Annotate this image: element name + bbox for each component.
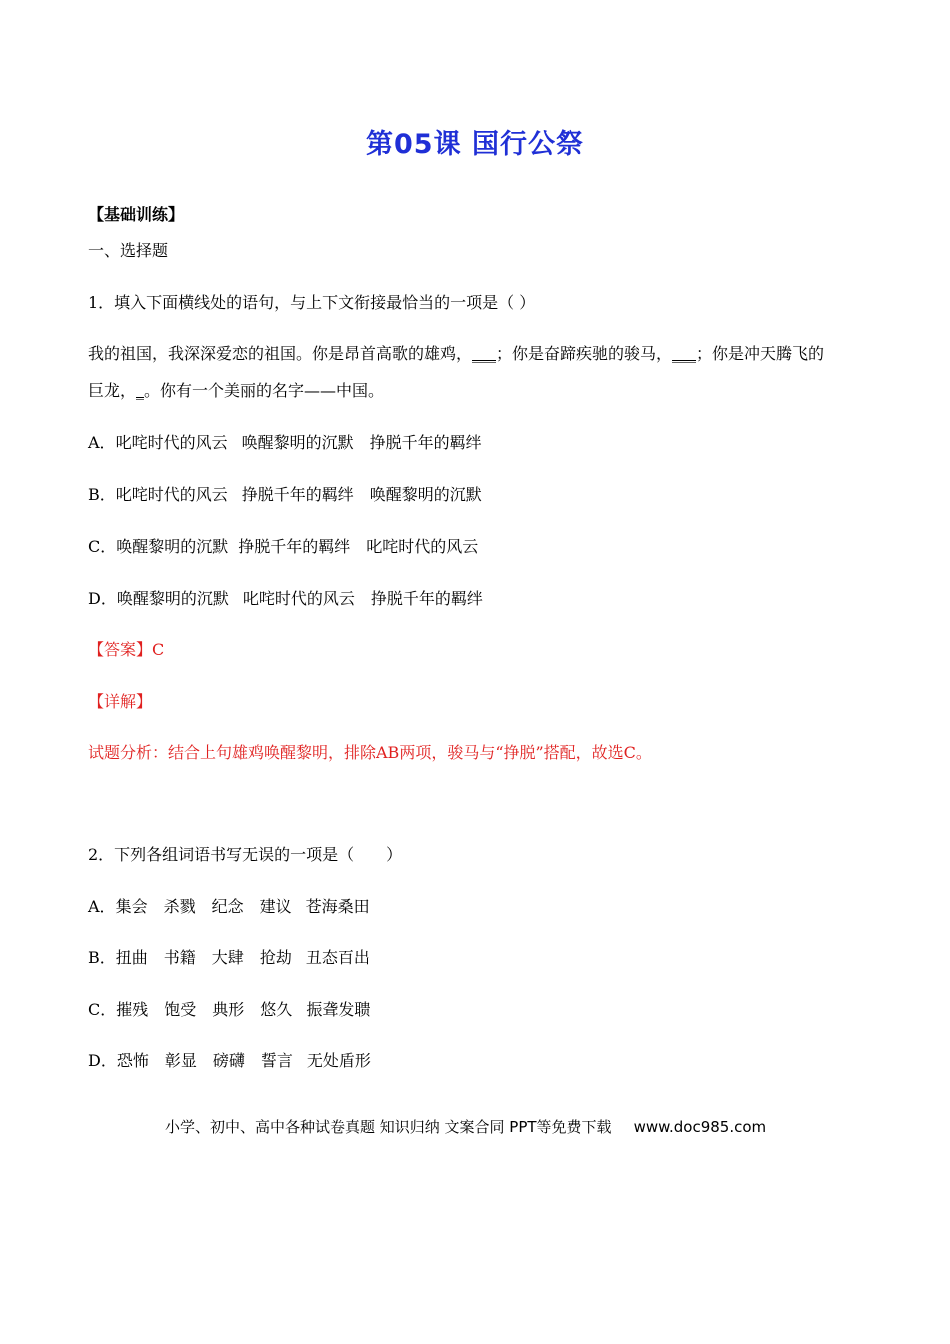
page-title: 第05课 国行公祭 [366, 129, 584, 160]
option-part: 唤醒黎明的沉默 [116, 537, 229, 556]
option-word: 恐怖 [116, 1051, 149, 1070]
option-letter: A． [88, 897, 116, 916]
option-letter: B． [88, 485, 116, 504]
option-part: 叱咤时代的风云 [115, 433, 228, 452]
passage-text: 巨龙， [88, 381, 137, 400]
question-2-option-d [88, 1048, 371, 1071]
option-letter: C． [88, 1000, 117, 1019]
option-word: 振聋发聩 [306, 1000, 371, 1019]
option-part: 唤醒黎明的沉默 [116, 589, 229, 608]
option-letter: C． [88, 537, 117, 556]
question-2-stem: 2．下列各组词语书写无误的一项是（ ） [88, 845, 403, 864]
option-word: 苍海桑田 [305, 897, 370, 916]
blank-2: ___ [672, 344, 697, 363]
option-word: 大肆 [211, 948, 244, 967]
question-2-option-b [88, 945, 370, 968]
option-word: 典形 [212, 1000, 245, 1019]
answer: 【答案】C [88, 640, 165, 659]
footer [165, 1116, 766, 1137]
footer-text: 小学、初中、高中各种试卷真题 知识归纳 文案合同 PPT等免费下载 [165, 1118, 612, 1136]
question-2-option-c [88, 997, 370, 1020]
passage-text: 我的祖国，我深深爱恋的祖国。你是昂首高歌的雄鸡， [88, 344, 473, 363]
option-word: 纪念 [211, 897, 244, 916]
passage-text: 。你有一个美丽的名字——中国。 [144, 381, 385, 400]
option-word: 书籍 [163, 948, 196, 967]
option-part: 叱咤时代的风云 [366, 537, 479, 556]
question-1-stem: 1．填入下面横线处的语句，与上下文衔接最恰当的一项是（ ） [88, 293, 536, 312]
option-word: 饱受 [164, 1000, 197, 1019]
option-word: 抢劫 [259, 948, 292, 967]
passage-text: ；你是冲天腾飞的 [696, 344, 825, 363]
question-2-option-a [88, 894, 370, 917]
option-letter: B． [88, 948, 116, 967]
option-word: 无处盾形 [306, 1051, 371, 1070]
option-part: 唤醒黎明的沉默 [241, 433, 354, 452]
option-word: 摧残 [116, 1000, 149, 1019]
option-word: 扭曲 [115, 948, 148, 967]
option-part: 叱咤时代的风云 [242, 589, 355, 608]
question-1-passage-line-2 [88, 378, 384, 401]
option-part: 唤醒黎明的沉默 [369, 485, 482, 504]
footer-link[interactable]: www.doc985.com [633, 1118, 767, 1136]
option-word: 丑态百出 [305, 948, 370, 967]
option-word: 誓言 [260, 1051, 293, 1070]
part-heading: 一、选择题 [88, 241, 169, 260]
option-letter: D． [88, 1051, 117, 1070]
passage-text: ；你是奋蹄疾驰的骏马， [496, 344, 673, 363]
question-1-option-b [88, 482, 482, 505]
option-letter: A． [88, 433, 116, 452]
option-word: 悠久 [260, 1000, 293, 1019]
question-1-option-c [88, 534, 478, 557]
option-word: 磅礴 [212, 1051, 245, 1070]
question-1-passage-line-1 [88, 341, 824, 364]
question-1-option-a [88, 430, 482, 453]
section-heading: 【基础训练】 [88, 205, 185, 224]
option-word: 建议 [259, 897, 292, 916]
option-letter: D． [88, 589, 117, 608]
option-part: 挣脱千年的羁绊 [238, 537, 351, 556]
option-part: 挣脱千年的羁绊 [370, 589, 483, 608]
analysis: 试题分析：结合上句雄鸡唤醒黎明，排除AB两项，骏马与“挣脱”搭配，故选C。 [88, 743, 652, 762]
option-part: 挣脱千年的羁绊 [241, 485, 354, 504]
blank-1: ___ [472, 344, 497, 363]
blank-3: _ [136, 381, 145, 400]
option-word: 杀戮 [163, 897, 196, 916]
option-part: 叱咤时代的风云 [115, 485, 228, 504]
question-1-option-d [88, 586, 483, 609]
option-part: 挣脱千年的羁绊 [369, 433, 482, 452]
option-word: 彰显 [164, 1051, 197, 1070]
detail-label: 【详解】 [88, 692, 153, 711]
option-word: 集会 [115, 897, 148, 916]
